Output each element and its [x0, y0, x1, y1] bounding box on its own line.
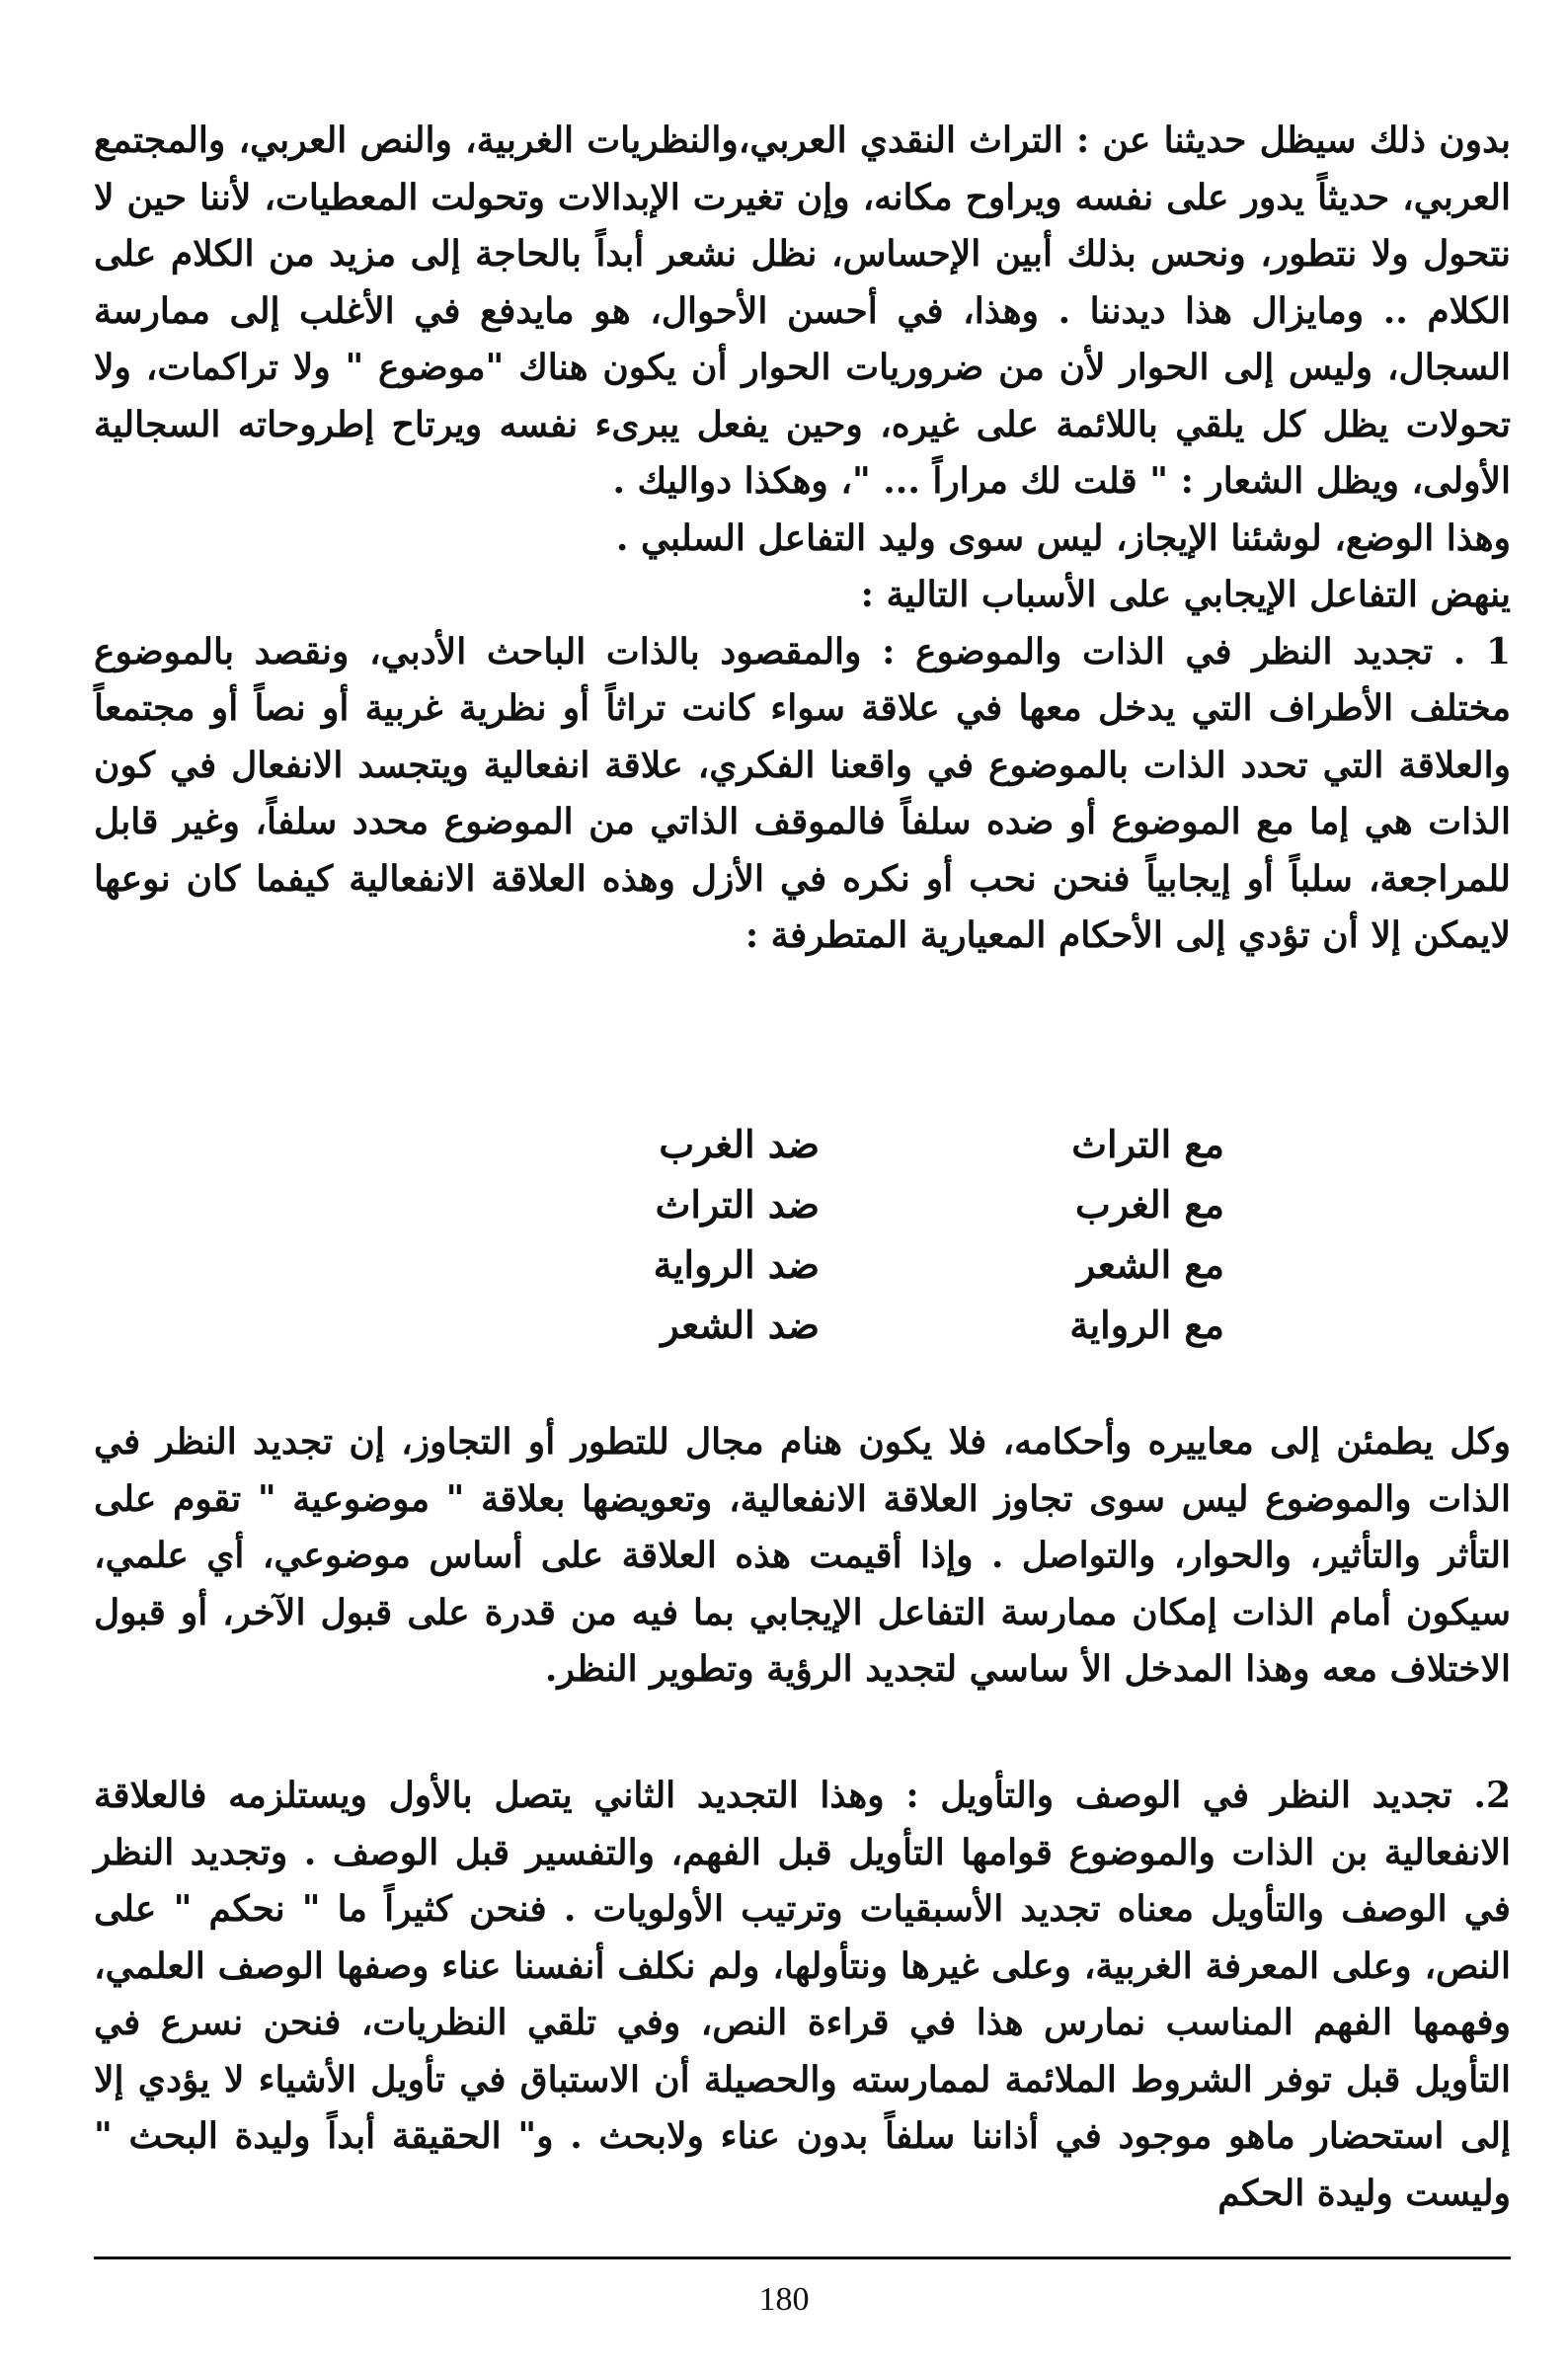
text-block-interpretation	[94, 1768, 1511, 2222]
text-block-intro	[94, 113, 1511, 965]
comparison-cell: ضد التراث	[655, 1182, 820, 1227]
text-block-renewal	[94, 1414, 1511, 1699]
paragraph: وكل يطمئن إلى معاييره وأحكامه، فلا يكون هنام مجال للتطور أو التجاوز، إن تجديد النظر في الذات والموضوع ليس سوى تجاوز العلاقة الانفعالية، وتعويضها بعلاقة " موضوعية " تقوم على التأثر والتأثير، والحوار، والتواصل . وإذا أقيمت هذه العلاقة على أساس موضوعي، أي علمي، سيكون أمام الذات إمكان ممارسة التفاعل الإيجابي بما فيه من قدرة على قبول الآخر، أو قبول الاختلاف معه وهذا المدخل الأ ساسي لتجديد الرؤية وتطوير النظر.	[94, 1421, 1511, 1690]
comparison-cell: مع الرواية	[1069, 1303, 1224, 1347]
comparison-cell: مع التراث	[1071, 1122, 1224, 1166]
comparison-cell: ضد الرواية	[653, 1242, 820, 1287]
comparison-cell: ضد الغرب	[659, 1122, 820, 1166]
paragraph: 1 . تجديد النظر في الذات والموضوع : والمقصود بالذات الباحث الأدبي، ونقصد بالموضوع مختلف الأطراف التي يدخل معها في علاقة سواء كانت تراثاً أو نظرية غربية أو نصاً أو مجتمعاً والعلاقة التي تحدد الذات بالموضوع في واقعنا الفكري، علاقة انفعالية ويتجسد الانفعال في كون الذات هي إما مع الموضوع أو ضده سلفاً فالموقف الذاتي من الموضوع محدد سلفاً، وغير قابل للمراجعة، سلباً أو إيجابياً فنحن نحب أو نكره في الأزل وهذه العلاقة الانفعالية كيفما كان نوعها لايمكن إلا أن تؤدي إلى الأحكام المعيارية المتطرفة :	[94, 630, 1511, 956]
comparison-column-with	[948, 1114, 1224, 1355]
comparison-column-against	[543, 1114, 820, 1355]
comparison-cell: مع الشعر	[1076, 1242, 1224, 1287]
paragraph: ينهض التفاعل الإيجابي على الأسباب التالية :	[860, 574, 1511, 615]
paragraph: 2. تجديد النظر في الوصف والتأويل : وهذا التجديد الثاني يتصل بالأول ويستلزمه فالعلاقة الانفعالية بن الذات والموضوع قوامها التأويل قبل الفهم، والتفسير قبل الوصف . وتجديد النظر في الوصف والتأويل معناه تجديد الأسبقيات وترتيب الأولويات . فنحن كثيراً ما " نحكم " على النص، وعلى المعرفة الغربية، وعلى غيرها ونتأولها، ولم نكلف أنفسنا عناء وصفها الوصف العلمي، وفهمها الفهم المناسب نمارس هذا في قراءة النص، وفي تلقي النظريات، فنحن نسرع في التأويل قبل توفر الشروط الملائمة لممارسته والحصيلة أن الاستباق في تأويل الأشياء لا يؤدي إلا إلى استحضار ماهو موجود في أذاننا سلفاً بدون عناء ولابحث . و" الحقيقة أبداً وليدة البحث " وليست وليدة الحكم	[94, 1775, 1511, 2214]
comparison-cell: ضد الشعر	[661, 1303, 820, 1347]
footer-divider	[94, 2256, 1511, 2259]
paragraph: بدون ذلك سيظل حديثنا عن : التراث النقدي العربي،والنظريات الغربية، والنص العربي، والمجتمع العربي، حديثاً يدور على نفسه ويراوح مكانه، وإن تغيرت الإبدالات وتحولت المعطيات، لأننا حين لا نتحول ولا نتطور، ونحس بذلك أبين الإحساس، نظل نشعر أبداً بالحاجة إلى مزيد من الكلام على الكلام .. ومايزال هذا ديدننا . وهذا، في أحسن الأحوال، هو مايدفع في الأغلب إلى ممارسة السجال، وليس إلى الحوار لأن من ضروريات الحوار أن يكون هناك "موضوع " ولا تراكمات، ولا تحولات يظل كل يلقي باللائمة على غيره، وحين يفعل يبرىء نفسه ويرتاح إطروحاته السجالية الأولى، ويظل الشعار : " قلت لك مراراً ... "، وهكذا دواليك .	[94, 119, 1512, 502]
comparison-cell: مع الغرب	[1074, 1182, 1224, 1227]
comparison-table	[612, 1114, 1224, 1371]
page-number: 180	[758, 2281, 810, 2318]
paragraph: وهذا الوضع، لوشئنا الإيجاز، ليس سوى وليد التفاعل السلبي .	[615, 516, 1511, 559]
